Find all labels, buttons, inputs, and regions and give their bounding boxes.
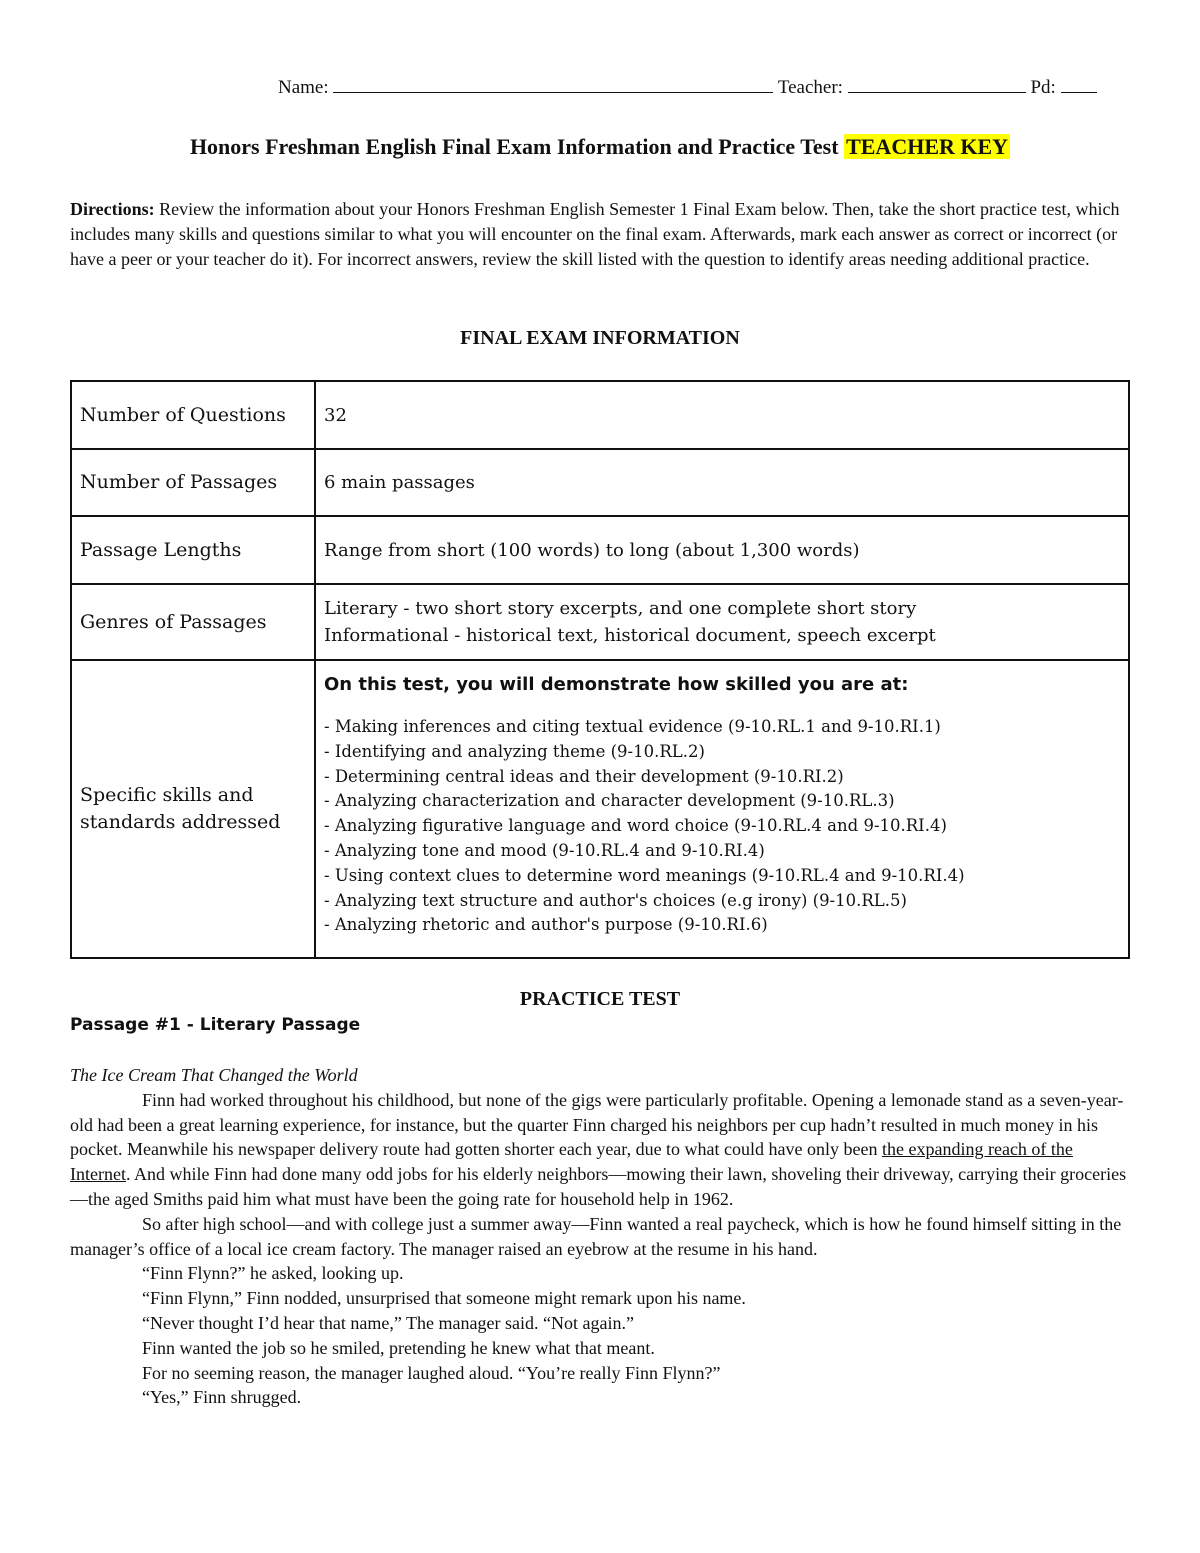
directions-text: Review the information about your Honors Freshman English Semester 1 Final Exam below. Then, take the short practice test, which includes many skills and questions similar to what you will encounter on the final exam. Afterwards, mark each answer as correct or incorrect (or have a peer or your teacher do it). For incorrect answers, review the skill listed with the question to identify areas needing additional practice. — [70, 199, 1120, 269]
dialogue-line: “Yes,” Finn shrugged. — [142, 1387, 302, 1408]
title-main: Honors Freshman English Final Exam Information and Practice Test — [189, 134, 839, 159]
skill-item: - Analyzing text structure and author's choices (e.g irony) (9-10.RL.5) — [324, 890, 907, 910]
skills-intro: On this test, you will demonstrate how skilled you are at: — [324, 674, 909, 695]
skill-item: - Analyzing figurative language and word choice (9-10.RL.4 and 9-10.RI.4) — [324, 816, 947, 836]
dialogue-line: “Finn Flynn?” he asked, looking up. — [142, 1263, 404, 1284]
table-row — [71, 516, 1129, 584]
pd-blank — [1061, 74, 1097, 93]
dialogue-lines — [70, 1261, 1130, 1410]
story-title: The Ice Cream That Changed the World — [70, 1065, 358, 1085]
row-value: 6 main passages — [315, 449, 1129, 516]
skill-item: - Analyzing characterization and character development (9-10.RL.3) — [324, 791, 895, 811]
skills-cell — [315, 660, 1129, 958]
skill-item: - Identifying and analyzing theme (9-10.RL.2) — [324, 741, 705, 761]
row-label: Specific skills and standards addressed — [71, 660, 315, 958]
directions-paragraph — [70, 197, 1130, 272]
dialogue-line: “Finn Flynn,” Finn nodded, unsurprised that someone might remark upon his name. — [142, 1288, 746, 1309]
row-label: Genres of Passages — [71, 584, 315, 660]
row-label: Passage Lengths — [71, 516, 315, 584]
skill-item: - Using context clues to determine word meanings (9-10.RL.4 and 9-10.RI.4) — [324, 865, 965, 885]
teacher-key-highlight: TEACHER KEY — [846, 134, 1009, 159]
student-info-line — [278, 74, 1132, 99]
skills-list — [324, 715, 1120, 938]
name-label: Name: — [278, 77, 329, 98]
table-row — [71, 660, 1129, 958]
story-paragraph — [70, 1088, 1130, 1212]
final-exam-heading: FINAL EXAM INFORMATION — [460, 327, 740, 349]
document-title — [70, 134, 1130, 160]
name-blank — [333, 74, 773, 93]
row-value: Range from short (100 words) to long (about 1,300 words) — [315, 516, 1129, 584]
pd-label: Pd: — [1030, 77, 1056, 98]
skill-item: - Making inferences and citing textual evidence (9-10.RL.1 and 9-10.RI.1) — [324, 717, 941, 736]
dialogue-line: Finn wanted the job so he smiled, pretending he knew what that meant. — [142, 1337, 655, 1358]
teacher-blank — [848, 74, 1026, 93]
dialogue-line: “Never thought I’d hear that name,” The manager said. “Not again.” — [142, 1312, 634, 1333]
story-paragraph: So after high school—and with college just a summer away—Finn wanted a real paycheck, which is how he found himself sitting in the manager’s office of a local ice cream factory. The manager raised an eyebrow at the resume in his hand. — [70, 1213, 1122, 1259]
row-value — [315, 584, 1129, 660]
table-row — [71, 584, 1129, 660]
teacher-label: Teacher: — [777, 77, 843, 98]
row-value: 32 — [315, 381, 1129, 449]
table-row — [71, 381, 1129, 449]
exam-info-table — [70, 380, 1130, 959]
underlined-phrase: the expanding reach of the Internet — [70, 1139, 1073, 1185]
genre-literary: Literary - two short story excerpts, and one complete short story — [324, 598, 917, 619]
skill-item: - Analyzing rhetoric and author's purpose (9-10.RI.6) — [324, 915, 768, 935]
paragraph-text: . And while Finn had done many odd jobs for his elderly neighbors—mowing their lawn, shoveling their driveway, carrying their groceries—the aged Smiths paid him what must have been the going rate for household help in 1962. — [70, 1164, 1127, 1209]
passage-heading: Passage #1 - Literary Passage — [70, 1015, 361, 1035]
row-label: Number of Passages — [71, 449, 315, 516]
paragraph-text: Finn had worked throughout his childhood, but none of the gigs were particularly profitable. Opening a lemonade stand as a seven-year-old had been a great learning experience, for instance, but the quarter Finn charged his neighbors per cup hadn’t resulted in much money in his pocket. Meanwhile his newspaper delivery route had gotten shorter each year, due to what could have only been — [70, 1089, 1124, 1160]
row-label: Number of Questions — [71, 381, 315, 449]
table-row — [71, 449, 1129, 516]
story-text — [70, 1063, 1130, 1410]
practice-test-heading: PRACTICE TEST — [519, 988, 681, 1010]
skill-item: - Analyzing tone and mood (9-10.RL.4 and 9-10.RI.4) — [324, 840, 765, 860]
directions-label: Directions: — [70, 199, 155, 219]
genre-informational: Informational - historical text, historical document, speech excerpt — [324, 625, 936, 646]
skill-item: - Determining central ideas and their development (9-10.RI.2) — [324, 766, 844, 786]
dialogue-line: For no seeming reason, the manager laughed aloud. “You’re really Finn Flynn?” — [142, 1362, 721, 1383]
